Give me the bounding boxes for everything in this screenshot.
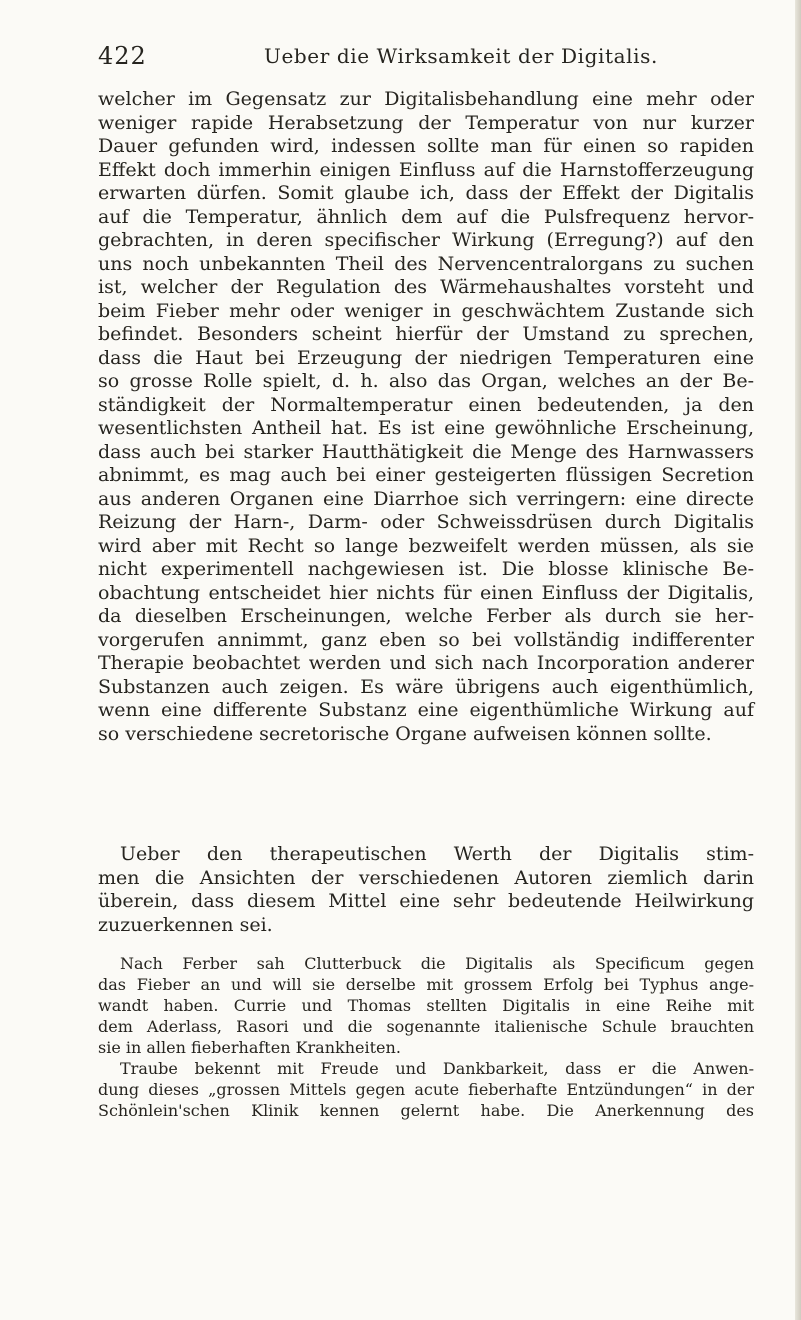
text-line: da dieselben Erscheinungen, welche Ferber als durch sie her- (98, 605, 754, 627)
text-line: Dauer gefunden wird, indessen sollte man für einen so rapiden (98, 135, 754, 157)
text-line: men die Ansichten der verschiedenen Autoren ziemlich darin (98, 866, 754, 889)
text-line: dung dieses „grossen Mittels gegen acute fieberhafte Entzündungen“ in der (98, 1080, 754, 1099)
text-line: Traube bekennt mit Freude und Dankbarkeit, dass er die Anwen- (120, 1059, 754, 1078)
paragraph-2 (98, 843, 754, 937)
text-line: vorgerufen annimmt, ganz eben so bei vollständig indifferenter (98, 628, 754, 651)
text-line: wandt haben. Currie und Thomas stellten Digitalis in eine Reihe mit (98, 996, 754, 1015)
text-line: Substanzen auch zeigen. Es wäre übrigens auch eigenthümlich, (98, 675, 754, 698)
text-line: obachtung entscheidet hier nichts für einen Einfluss der Digitalis, (98, 581, 754, 604)
page-number: 422 (98, 42, 147, 70)
text-line: wird aber mit Recht so lange bezweifelt werden müssen, als sie (98, 534, 754, 557)
text-line: Effekt doch immerhin einigen Einfluss auf die Harnstofferzeugung (98, 158, 754, 181)
text-line: sie in allen fieberhaften Krankheiten. (98, 1038, 401, 1057)
text-line: ständigkeit der Normaltemperatur einen bedeutenden, ja den (98, 393, 754, 416)
text-line: so grosse Rolle spielt, d. h. also das Organ, welches an der Be- (98, 370, 754, 392)
page-header (98, 42, 761, 74)
text-line: überein, dass diesem Mittel eine sehr bedeutende Heilwirkung (98, 890, 754, 912)
text-line: erwarten dürfen. Somit glaube ich, dass der Effekt der Digitalis (98, 182, 754, 204)
text-line: ist, welcher der Regulation des Wärmehaushaltes vorsteht und (98, 276, 754, 298)
text-line: dass auch bei starker Hautthätigkeit die Menge des Harnwassers (98, 440, 754, 463)
text-line: nicht experimentell nachgewiesen ist. Die blosse klinische Be- (98, 558, 754, 580)
text-line: wesentlichsten Antheil hat. Es ist eine gewöhnliche Erscheinung, (98, 417, 754, 439)
text-line: Ueber den therapeutischen Werth der Digitalis stim- (120, 843, 754, 865)
text-line: auf die Temperatur, ähnlich dem auf die Pulsfrequenz hervor- (98, 205, 754, 228)
text-line: uns noch unbekannten Theil des Nervencentralorgans zu suchen (98, 252, 754, 275)
text-line: weniger rapide Herabsetzung der Temperatur von nur kurzer (98, 111, 754, 134)
text-line: dass die Haut bei Erzeugung der niedrigen Temperaturen eine (98, 346, 754, 369)
text-line: wenn eine differente Substanz eine eigenthümliche Wirkung auf (98, 699, 754, 721)
text-line: Reizung der Harn-, Darm- oder Schweissdrüsen durch Digitalis (98, 511, 754, 533)
paragraph-1 (98, 88, 754, 746)
text-line: welcher im Gegensatz zur Digitalisbehandlung eine mehr oder (98, 88, 754, 110)
text-line: dem Aderlass, Rasori und die sogenannte italienische Schule brauchten (98, 1017, 754, 1036)
text-line: zuzuerkennen sei. (98, 913, 273, 936)
text-line: Schönlein'schen Klinik kennen gelernt habe. Die Anerkennung des (98, 1101, 754, 1120)
text-line: aus anderen Organen eine Diarrhoe sich verringern: eine directe (98, 487, 754, 510)
text-line: Nach Ferber sah Clutterbuck die Digitalis als Specificum gegen (120, 954, 754, 973)
small-print-section (98, 953, 754, 1121)
running-title: Ueber die Wirksamkeit der Digitalis. (264, 44, 658, 68)
text-line: abnimmt, es mag auch bei einer gesteigerten flüssigen Secretion (98, 464, 754, 486)
text-line: gebrachten, in deren specifischer Wirkung (Erregung?) auf den (98, 229, 754, 251)
text-line: beim Fieber mehr oder weniger in geschwächtem Zustande sich (98, 299, 754, 322)
text-line: das Fieber an und will sie derselbe mit grossem Erfolg bei Typhus ange- (98, 975, 754, 994)
text-line: befindet. Besonders scheint hierfür der Umstand zu sprechen, (98, 323, 754, 345)
page-edge (795, 0, 801, 1320)
text-line: Therapie beobachtet werden und sich nach Incorporation anderer (98, 652, 754, 674)
text-line: so verschiedene secretorische Organe aufweisen können sollte. (98, 722, 712, 745)
